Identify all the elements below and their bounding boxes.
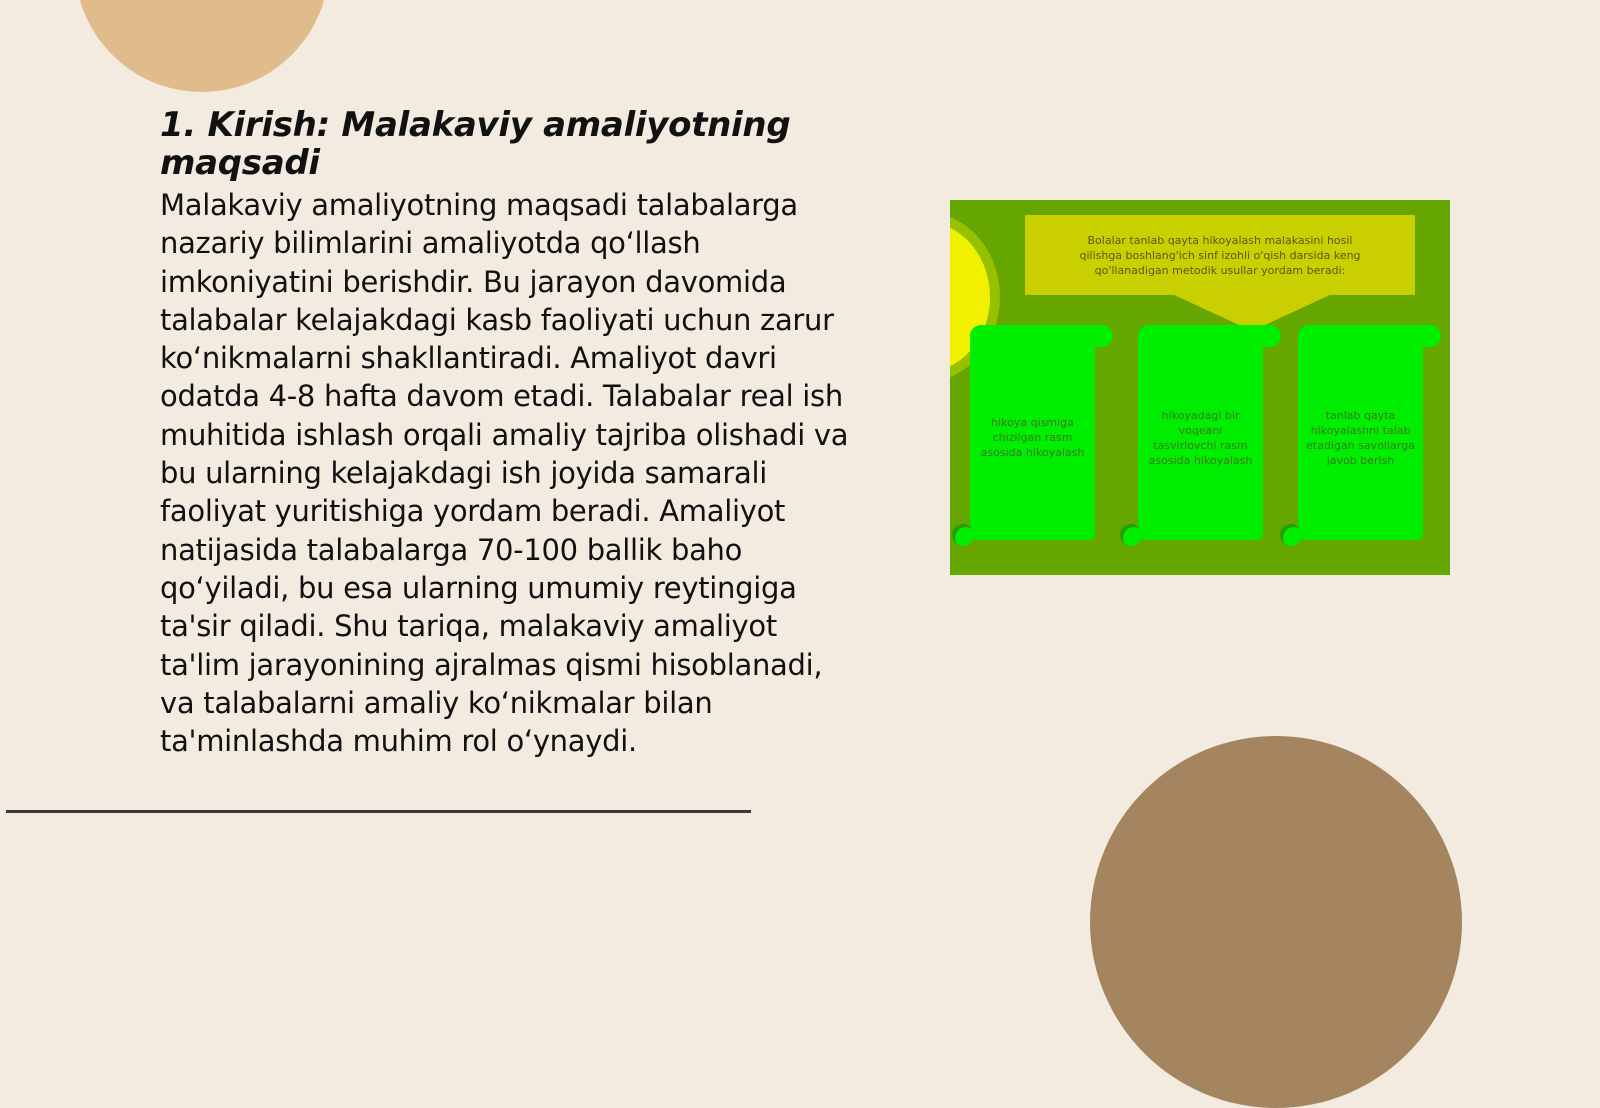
diagram-box-text: tanlab qayta hikoyalashni talab etadigan savollarga javob berish — [1306, 408, 1415, 467]
diagram-banner-text: Bolalar tanlab qayta hikoyalash malakasini hosil qilishga boshlang'ich sinf izohli o'qish darsida keng qo'llanadigan metodik usullar yordam beradi: — [1079, 233, 1361, 277]
diagram-banner — [1025, 215, 1415, 295]
diagram-image — [950, 200, 1450, 575]
decorative-circle-bottom — [1090, 736, 1462, 1108]
diagram-scroll-box-2 — [1138, 335, 1263, 540]
diagram-box-text: hikoyadagi bir voqeani tasvirlovchi rasm asosida hikoyalash — [1148, 408, 1253, 467]
diagram-scroll-box-1 — [970, 335, 1095, 540]
divider-line — [6, 810, 751, 813]
slide-body-text: Malakaviy amaliyotning maqsadi talabalarga nazariy bilimlarini amaliyotda qo‘llash imkoniyatini berishdir. Bu jarayon davomida talabalar kelajakdagi kasb faoliyati uchun zarur ko‘nikmalarni shakllantiradi. Amaliyot davri odatda 4-8 hafta davom etadi. Talabalar real ish muhitida ishlash orqali amaliy tajriba olishadi va bu ularning kelajakdagi ish joyida samarali faoliyat yuritishiga yordam beradi. Amaliyot natijasida talabalarga 70-100 ballik baho qo‘yiladi, bu esa ularning umumiy reytingiga ta'sir qiladi. Shu tariqa, malakaviy amaliyot ta'lim jarayonining ajralmas qismi hisoblanadi, va talabalarni amaliy ko‘nikmalar bilan ta'minlashda muhim rol o‘ynaydi. — [160, 188, 849, 759]
diagram-scroll-box-3 — [1298, 335, 1423, 540]
decorative-circle-top — [75, 0, 329, 92]
diagram-box-text: hikoya qismiga chizilgan rasm asosida hikoyalash — [980, 416, 1085, 459]
slide-title: 1. Kirish: Malakaviy amaliyotning maqsadi — [160, 105, 791, 183]
